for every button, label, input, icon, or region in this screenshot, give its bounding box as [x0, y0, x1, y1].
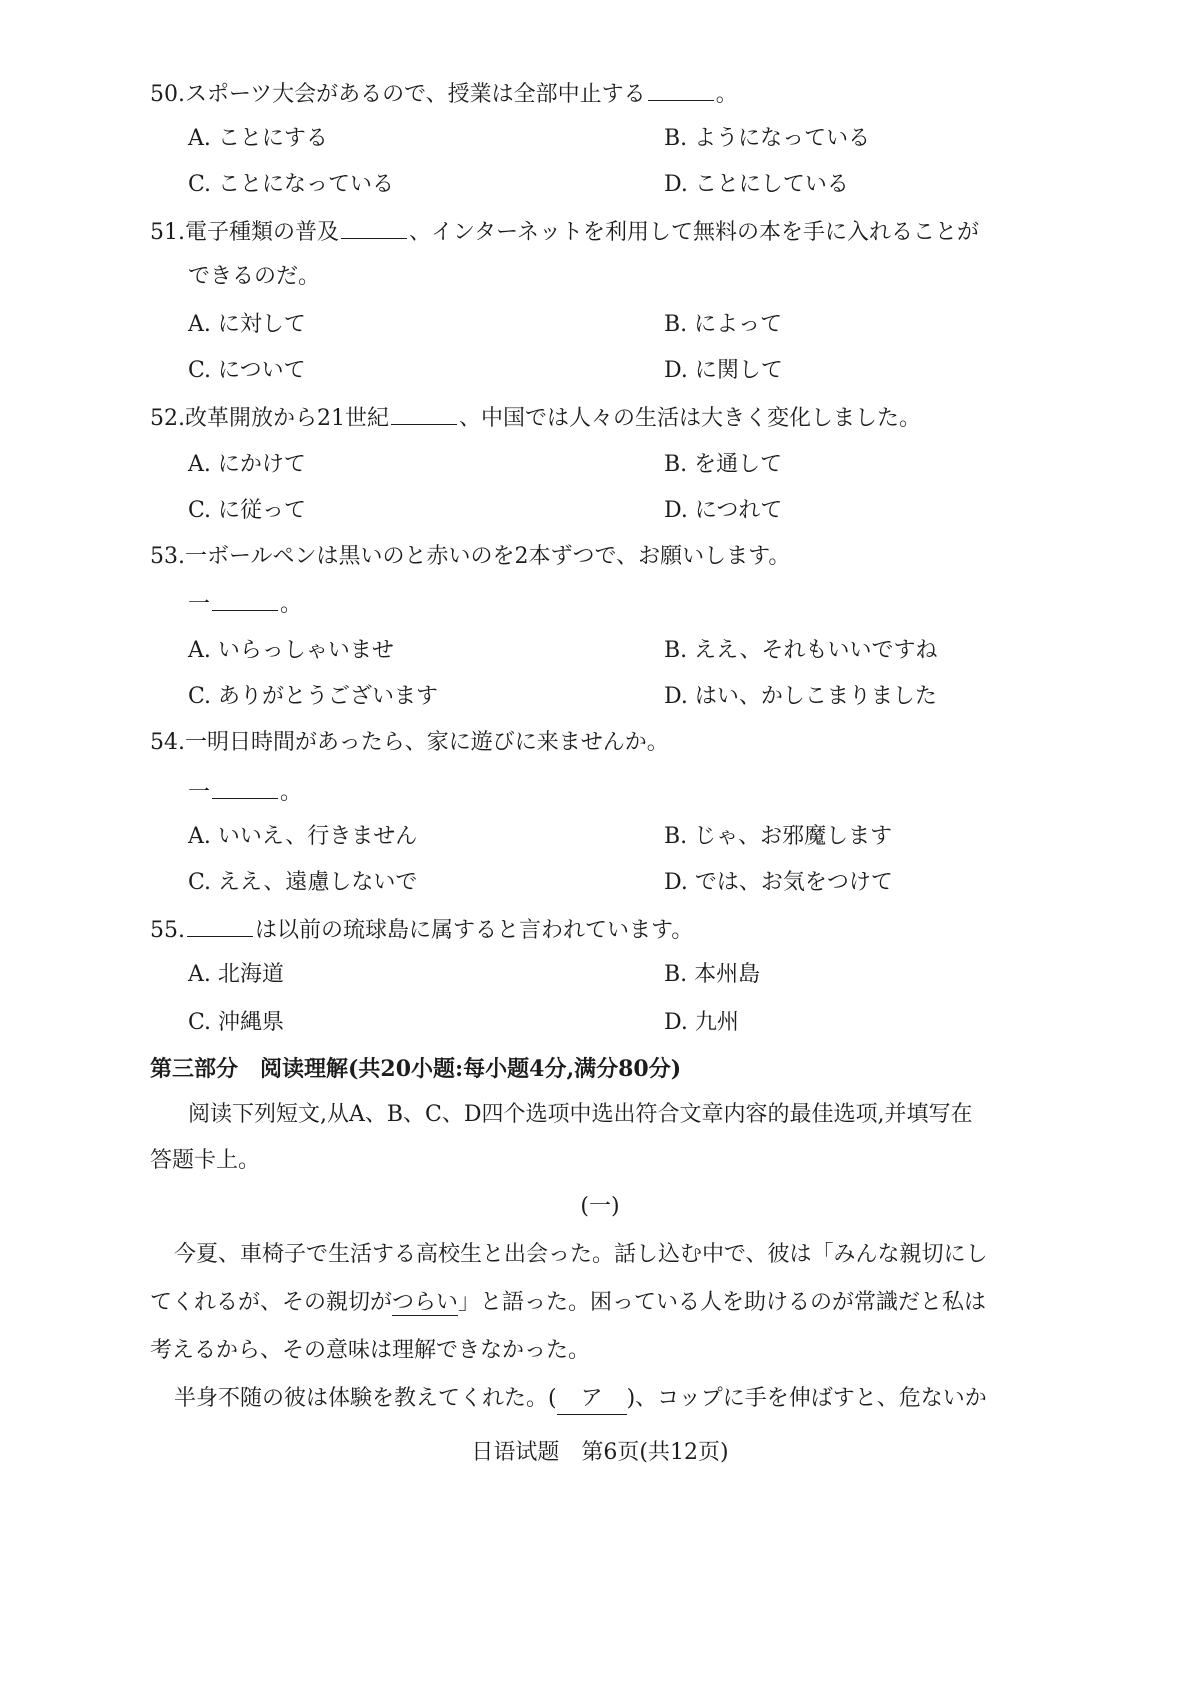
question-number: 53. — [150, 544, 185, 569]
answer-blank — [648, 78, 714, 101]
option-c: C. 沖縄県 — [188, 1010, 285, 1035]
section-title: 第三部分 阅读理解 — [150, 1056, 349, 1082]
question-52: 52.改革開放から21世紀 、中国では人々の生活は大きく変化しました。 — [150, 402, 921, 434]
answer-blank — [212, 588, 278, 611]
answer-blank — [212, 776, 278, 799]
option-b: B. ようになっている — [664, 126, 871, 151]
passage-line: 考えるから、その意味は理解できなかった。 — [150, 1338, 591, 1363]
question-text: 一ボールペンは黒いのと赤いのを2本ずつで、お願いします。 — [185, 544, 791, 569]
passage-line: てくれるが、その親切がつらい」と語った。困っている人を助けるのが常識だと私は — [150, 1290, 987, 1315]
answer-blank — [341, 216, 407, 239]
option-a: A. にかけて — [188, 452, 306, 477]
option-b: B. じゃ、お邪魔します — [664, 824, 893, 849]
reply-line: 一 。 — [188, 776, 302, 808]
page-footer: 日语试题 第6页(共12页) — [471, 1440, 729, 1465]
option-c: C. ええ、遠慮しないで — [188, 870, 418, 895]
option-d: D. につれて — [664, 498, 783, 523]
section-instruction: 阅读下列短文,从A、B、C、D四个选项中选出符合文章内容的最佳选项,并填写在 — [188, 1102, 973, 1127]
underlined-word: つらい — [392, 1290, 459, 1315]
section-scoring: (共20小题:每小题4分,满分80分) — [348, 1056, 682, 1082]
question-text: 電子種類の普及 — [185, 220, 340, 245]
question-51: 51.電子種類の普及 、インターネットを利用して無料の本を手に入れることが — [150, 216, 979, 248]
option-a: A. ことにする — [188, 126, 328, 151]
question-51-continued: できるのだ。 — [188, 264, 321, 289]
option-d: D. 九州 — [664, 1010, 739, 1035]
option-b: B. 本州島 — [664, 962, 761, 987]
option-d: D. に関して — [664, 358, 783, 383]
passage-number: (一) — [580, 1194, 620, 1219]
option-c: C. について — [188, 358, 306, 383]
option-d: D. ことにしている — [664, 172, 849, 197]
question-54 — [150, 728, 669, 758]
question-53 — [150, 542, 790, 572]
question-55 — [150, 914, 693, 946]
question-text: は以前の琉球島に属すると言われています。 — [255, 918, 694, 943]
question-number: 51. — [150, 220, 185, 245]
reply-line: 一 。 — [188, 588, 302, 620]
option-d: D. では、お気をつけて — [664, 870, 893, 895]
question-number: 54. — [150, 730, 185, 755]
option-d: D. はい、かしこまりました — [664, 684, 937, 709]
question-number: 50. — [150, 82, 185, 107]
question-50: 50.スポーツ大会があるので、授業は全部中止する 。 — [150, 78, 738, 110]
option-b: B. を通して — [664, 452, 783, 477]
question-number: 55. — [150, 918, 185, 943]
question-text: 一明日時間があったら、家に遊びに来ませんか。 — [185, 730, 669, 755]
option-a: A. いいえ、行きません — [188, 824, 418, 849]
option-c: C. ことになっている — [188, 172, 395, 197]
passage-line: 半身不随の彼は体験を教えてくれた。( ア )、コップに手を伸ばすと、危ないか — [174, 1384, 987, 1415]
option-c: C. ありがとうございます — [188, 684, 439, 709]
question-text: 改革開放から21世紀 — [185, 406, 389, 431]
option-a: A. いらっしゃいませ — [188, 638, 394, 663]
section-heading — [150, 1054, 681, 1084]
option-b: B. によって — [664, 312, 783, 337]
option-a: A. 北海道 — [188, 962, 284, 987]
answer-blank — [187, 914, 253, 937]
question-number: 52. — [150, 406, 185, 431]
blank-label-a: ア — [557, 1384, 627, 1415]
passage-line: 今夏、車椅子で生活する高校生と出会った。話し込む中で、彼は「みんな親切にし — [174, 1242, 988, 1267]
option-a: A. に対して — [188, 312, 306, 337]
option-b: B. ええ、それもいいですね — [664, 638, 938, 663]
option-c: C. に従って — [188, 498, 307, 523]
question-text: スポーツ大会があるので、授業は全部中止する — [185, 82, 646, 107]
answer-blank — [391, 402, 457, 425]
section-instruction-continued: 答题卡上。 — [150, 1148, 261, 1173]
